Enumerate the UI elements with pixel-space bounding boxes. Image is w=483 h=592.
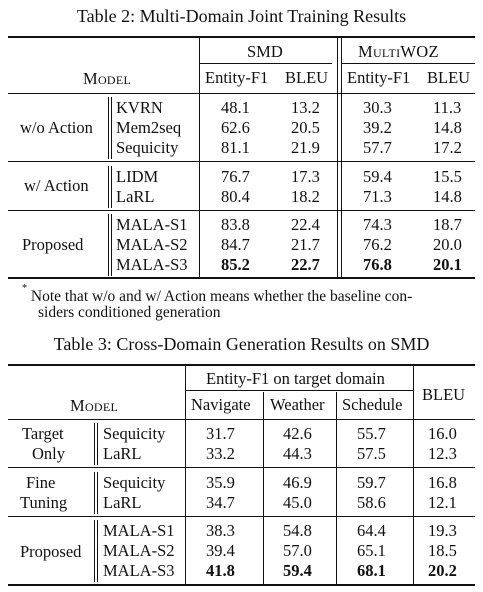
table3-vline	[263, 392, 264, 584]
table3-col-bleu: BLEU	[422, 385, 466, 404]
table3-header-rule	[8, 419, 475, 420]
table-cell: 33.2	[206, 444, 235, 463]
table-cell-best: 20.1	[433, 255, 462, 274]
table2-vline	[337, 38, 338, 277]
table-cell: 17.2	[433, 138, 462, 157]
table3-vline	[97, 472, 98, 514]
table-cell: 22.4	[291, 215, 320, 234]
table3-vline	[94, 520, 95, 582]
table-cell-best: 41.8	[206, 561, 235, 580]
table-cell: 45.0	[283, 493, 312, 512]
table-cell: 12.3	[428, 444, 457, 463]
table-cell: 59.7	[357, 473, 386, 492]
table3-vline	[413, 366, 414, 584]
table-cell: 18.2	[291, 187, 320, 206]
table-cell: 34.7	[206, 493, 235, 512]
table-cell: 57.0	[283, 541, 312, 560]
table2-group-multiwoz: MultiWOZ	[358, 42, 439, 61]
table-cell: 42.6	[283, 424, 312, 443]
table-cell: 84.7	[221, 235, 250, 254]
table-cell: 76.7	[221, 167, 250, 186]
table-cell-best: 22.7	[291, 255, 320, 274]
table2-group-label: w/o Action	[20, 118, 93, 137]
table2-col-mwoz-entity: Entity-F1	[347, 68, 411, 87]
table-cell: 20.0	[433, 235, 462, 254]
table-cell: 12.1	[428, 493, 457, 512]
table-cell: 31.7	[206, 424, 235, 443]
table-cell: 20.5	[291, 118, 320, 137]
table3-col-navigate: Navigate	[191, 395, 251, 414]
table2-bottom-rule	[8, 277, 475, 279]
table-row-model: Sequicity	[103, 473, 166, 492]
table3-vline	[97, 520, 98, 582]
table2-col-smd-entity: Entity-F1	[205, 68, 269, 87]
table2-smd-cmidrule	[199, 63, 332, 64]
table-row-model: MALA-S2	[103, 541, 175, 560]
table2-col-mwoz-bleu: BLEU	[427, 68, 471, 87]
table-cell-best: 59.4	[283, 561, 312, 580]
table3-group-entity: Entity-F1 on target domain	[206, 369, 385, 388]
table-cell: 18.7	[433, 215, 462, 234]
table2-model-header: Model	[83, 69, 132, 88]
table-cell: 83.8	[221, 215, 250, 234]
table-cell: 16.0	[428, 424, 457, 443]
table-row-model: LaRL	[103, 493, 142, 512]
table-cell: 18.5	[428, 541, 457, 560]
table-row-model: LIDM	[116, 167, 159, 186]
table2-header-rule	[8, 93, 475, 94]
table-cell: 57.5	[357, 444, 386, 463]
table-row-model: MALA-S2	[116, 235, 188, 254]
table-cell: 58.6	[357, 493, 386, 512]
table-cell: 39.4	[206, 541, 235, 560]
table-row-model: LaRL	[116, 187, 155, 206]
table-cell: 59.4	[363, 167, 392, 186]
table3-group-label: Tuning	[20, 493, 68, 512]
table3-col-schedule: Schedule	[342, 395, 403, 414]
table-cell: 57.7	[363, 138, 392, 157]
table-cell: 71.3	[363, 187, 392, 206]
table3-top-rule	[8, 364, 475, 366]
table-cell: 15.5	[433, 167, 462, 186]
table2-caption: Table 2: Multi-Domain Joint Training Results	[76, 6, 407, 26]
table2-top-rule	[8, 36, 475, 38]
footnote-mark: *	[22, 283, 27, 294]
table-cell: 81.1	[221, 138, 250, 157]
table3-vline	[97, 423, 98, 465]
table-row-model: MALA-S1	[103, 521, 175, 540]
table-cell: 48.1	[221, 98, 250, 117]
table-cell: 38.3	[206, 521, 235, 540]
table3-group-label: Fine	[26, 473, 56, 492]
table-cell: 14.8	[433, 187, 462, 206]
table-row-model: Mem2seq	[116, 118, 182, 137]
table2-vline	[341, 38, 342, 277]
table-cell: 17.3	[291, 167, 320, 186]
table-cell: 65.1	[357, 541, 386, 560]
table-row-model: Sequicity	[116, 138, 179, 157]
table-cell: 19.3	[428, 521, 457, 540]
table-cell: 14.8	[433, 118, 462, 137]
table-row-model: LaRL	[103, 444, 142, 463]
table-cell: 64.4	[357, 521, 386, 540]
table-cell: 54.8	[283, 521, 312, 540]
table-row-model: KVRN	[116, 98, 163, 117]
table-cell: 80.4	[221, 187, 250, 206]
table2-vline	[111, 97, 112, 159]
table-cell: 35.9	[206, 473, 235, 492]
table-cell-best: 68.1	[357, 561, 386, 580]
table2-group-smd: SMD	[247, 42, 283, 61]
table3-vline	[185, 366, 186, 584]
table-cell: 13.2	[291, 98, 320, 117]
table2-group-rule	[8, 161, 475, 162]
table2-vline	[108, 214, 109, 276]
table2-vline	[108, 97, 109, 159]
table-cell: 16.8	[428, 473, 457, 492]
table3-group-label: Only	[32, 444, 65, 463]
table3-group-rule	[8, 467, 475, 468]
table2-vline	[108, 166, 109, 208]
table-cell: 46.9	[283, 473, 312, 492]
table2-group-label: w/ Action	[24, 176, 89, 195]
table2-col-smd-bleu: BLEU	[285, 68, 329, 87]
table-row-model: MALA-S3	[103, 561, 175, 580]
table2-group-rule	[8, 210, 475, 211]
table2-multiwoz-cmidrule	[342, 63, 475, 64]
table-cell: 11.3	[433, 98, 462, 117]
table-cell-best: 76.8	[363, 255, 392, 274]
footnote-text: Note that w/o and w/ Action means whether the baseline con-	[30, 288, 413, 306]
table-cell: 55.7	[357, 424, 386, 443]
table-row-model: MALA-S3	[116, 255, 188, 274]
table-row-model: MALA-S1	[116, 215, 188, 234]
table3-col-weather: Weather	[270, 395, 325, 414]
table-cell: 76.2	[363, 235, 392, 254]
table2-vline	[199, 38, 200, 277]
table-cell: 62.6	[221, 118, 250, 137]
table-cell-best: 20.2	[428, 561, 457, 580]
table3-vline	[94, 423, 95, 465]
table3-vline	[336, 392, 337, 584]
table-cell: 44.3	[283, 444, 312, 463]
table3-group-label: Proposed	[20, 542, 82, 561]
table-cell-best: 85.2	[221, 255, 250, 274]
table3-bottom-rule	[8, 584, 475, 586]
table2-vline	[111, 166, 112, 208]
table-cell: 39.2	[363, 118, 392, 137]
table-cell: 74.3	[363, 215, 392, 234]
table3-group-rule	[8, 516, 475, 517]
table2-group-label: Proposed	[22, 235, 84, 254]
table-cell: 21.7	[291, 235, 320, 254]
table3-group-label: Target	[22, 424, 64, 443]
table2-vline	[111, 214, 112, 276]
table-cell: 21.9	[291, 138, 320, 157]
table3-entity-cmidrule	[185, 390, 413, 391]
table3-vline	[94, 472, 95, 514]
table-row-model: Sequicity	[103, 424, 166, 443]
table3-model-header: Model	[70, 396, 119, 415]
table2-footnote-cont: siders conditioned generation	[38, 304, 221, 321]
table3-caption: Table 3: Cross-Domain Generation Results on SMD	[53, 334, 430, 354]
table-cell: 30.3	[363, 98, 392, 117]
